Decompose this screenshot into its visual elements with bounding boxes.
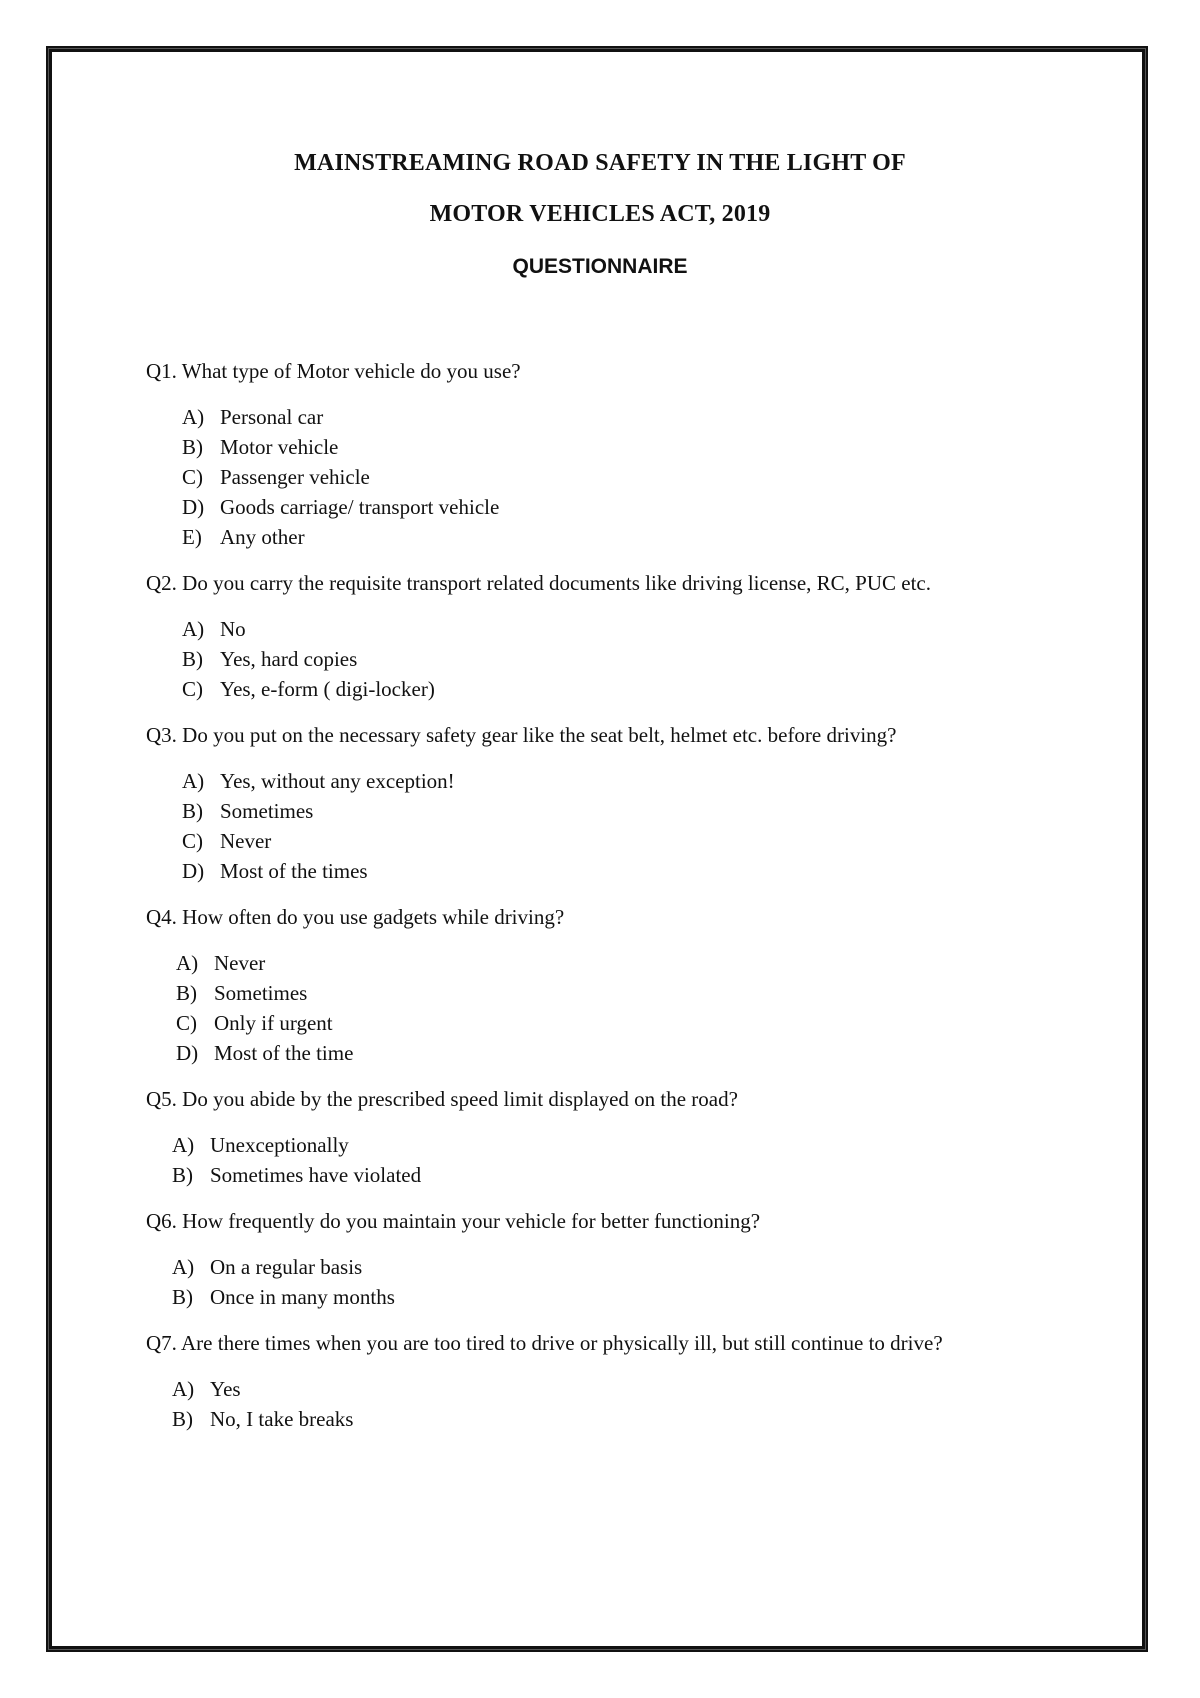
- option-letter: A): [176, 951, 199, 975]
- option-text: Never: [214, 951, 266, 975]
- option-letter: B): [172, 1163, 193, 1187]
- document-title-line-1: MAINSTREAMING ROAD SAFETY IN THE LIGHT OF: [294, 150, 906, 176]
- option-text: Motor vehicle: [220, 435, 339, 459]
- option-item[interactable]: [182, 522, 1066, 552]
- option-letter: D): [182, 495, 205, 519]
- option-letter: B): [182, 799, 203, 823]
- option-text: Personal car: [220, 405, 324, 429]
- option-text: Sometimes: [220, 799, 314, 823]
- question-text: Q5. Do you abide by the prescribed speed limit displayed on the road?: [146, 1087, 738, 1111]
- option-letter: C): [182, 677, 203, 701]
- option-list: [146, 1130, 1066, 1190]
- option-text: No, I take breaks: [210, 1407, 354, 1431]
- option-item[interactable]: [176, 948, 1066, 978]
- option-letter: E): [182, 525, 202, 549]
- question-block-q4: [146, 902, 1066, 1068]
- option-item[interactable]: [182, 462, 1066, 492]
- option-list: [146, 766, 1066, 886]
- question-block-q2: [146, 568, 1066, 704]
- option-item[interactable]: [176, 1008, 1066, 1038]
- option-letter: B): [176, 981, 197, 1005]
- option-letter: A): [182, 617, 205, 641]
- option-text: Goods carriage/ transport vehicle: [220, 495, 500, 519]
- option-letter: C): [176, 1011, 197, 1035]
- option-item[interactable]: [182, 644, 1066, 674]
- option-item[interactable]: [182, 432, 1066, 462]
- question-block-q3: [146, 720, 1066, 886]
- option-list: [146, 948, 1066, 1068]
- option-text: Yes, hard copies: [220, 647, 358, 671]
- option-text: Sometimes have violated: [210, 1163, 422, 1187]
- option-letter: D): [182, 859, 205, 883]
- option-list: [146, 402, 1066, 552]
- option-item[interactable]: [176, 1038, 1066, 1068]
- option-text: Sometimes: [214, 981, 308, 1005]
- option-item[interactable]: [172, 1282, 1066, 1312]
- option-list: [146, 1374, 1066, 1434]
- question-block-q6: [146, 1206, 1066, 1312]
- option-letter: A): [182, 769, 205, 793]
- option-item[interactable]: [182, 614, 1066, 644]
- option-text: Never: [220, 829, 272, 853]
- option-item[interactable]: [172, 1252, 1066, 1282]
- option-text: Most of the times: [220, 859, 368, 883]
- option-letter: C): [182, 829, 203, 853]
- option-item[interactable]: [182, 766, 1066, 796]
- option-letter: B): [172, 1285, 193, 1309]
- option-item[interactable]: [176, 978, 1066, 1008]
- option-letter: D): [176, 1041, 199, 1065]
- option-text: Once in many months: [210, 1285, 395, 1309]
- option-letter: A): [172, 1255, 195, 1279]
- document-subtitle: QUESTIONNAIRE: [512, 255, 688, 278]
- option-text: Passenger vehicle: [220, 465, 370, 489]
- question-text: Q3. Do you put on the necessary safety gear like the seat belt, helmet etc. before driving?: [146, 723, 897, 747]
- option-item[interactable]: [172, 1130, 1066, 1160]
- option-text: Most of the time: [214, 1041, 354, 1065]
- option-item[interactable]: [182, 826, 1066, 856]
- option-item[interactable]: [182, 402, 1066, 432]
- question-text: Q6. How frequently do you maintain your vehicle for better functioning?: [146, 1209, 761, 1233]
- option-letter: B): [182, 435, 203, 459]
- option-item[interactable]: [172, 1160, 1066, 1190]
- question-text: Q7. Are there times when you are too tired to drive or physically ill, but still continue to drive?: [146, 1331, 943, 1355]
- option-text: Yes, without any exception!: [220, 769, 455, 793]
- option-item[interactable]: [172, 1374, 1066, 1404]
- questionnaire-body: [146, 356, 1066, 1450]
- option-letter: B): [172, 1407, 193, 1431]
- question-block-q1: [146, 356, 1066, 552]
- document-title-line-2: MOTOR VEHICLES ACT, 2019: [429, 201, 771, 227]
- option-letter: A): [182, 405, 205, 429]
- option-letter: C): [182, 465, 203, 489]
- option-text: No: [220, 617, 246, 641]
- option-item[interactable]: [182, 492, 1066, 522]
- option-letter: B): [182, 647, 203, 671]
- option-item[interactable]: [182, 796, 1066, 826]
- option-letter: A): [172, 1377, 195, 1401]
- option-letter: A): [172, 1133, 195, 1157]
- option-text: Only if urgent: [214, 1011, 333, 1035]
- option-item[interactable]: [182, 856, 1066, 886]
- option-list: [146, 614, 1066, 704]
- option-item[interactable]: [172, 1404, 1066, 1434]
- question-text: Q1. What type of Motor vehicle do you use?: [146, 359, 521, 383]
- option-text: Yes: [210, 1377, 241, 1401]
- option-text: Unexceptionally: [210, 1133, 349, 1157]
- question-text: Q4. How often do you use gadgets while driving?: [146, 905, 565, 929]
- option-text: Any other: [220, 525, 305, 549]
- question-block-q5: [146, 1084, 1066, 1190]
- question-block-q7: [146, 1328, 1066, 1434]
- option-item[interactable]: [182, 674, 1066, 704]
- option-text: Yes, e-form ( digi-locker): [220, 677, 435, 701]
- question-text: Q2. Do you carry the requisite transport related documents like driving license, RC, PUC etc.: [146, 571, 931, 595]
- option-list: [146, 1252, 1066, 1312]
- option-text: On a regular basis: [210, 1255, 363, 1279]
